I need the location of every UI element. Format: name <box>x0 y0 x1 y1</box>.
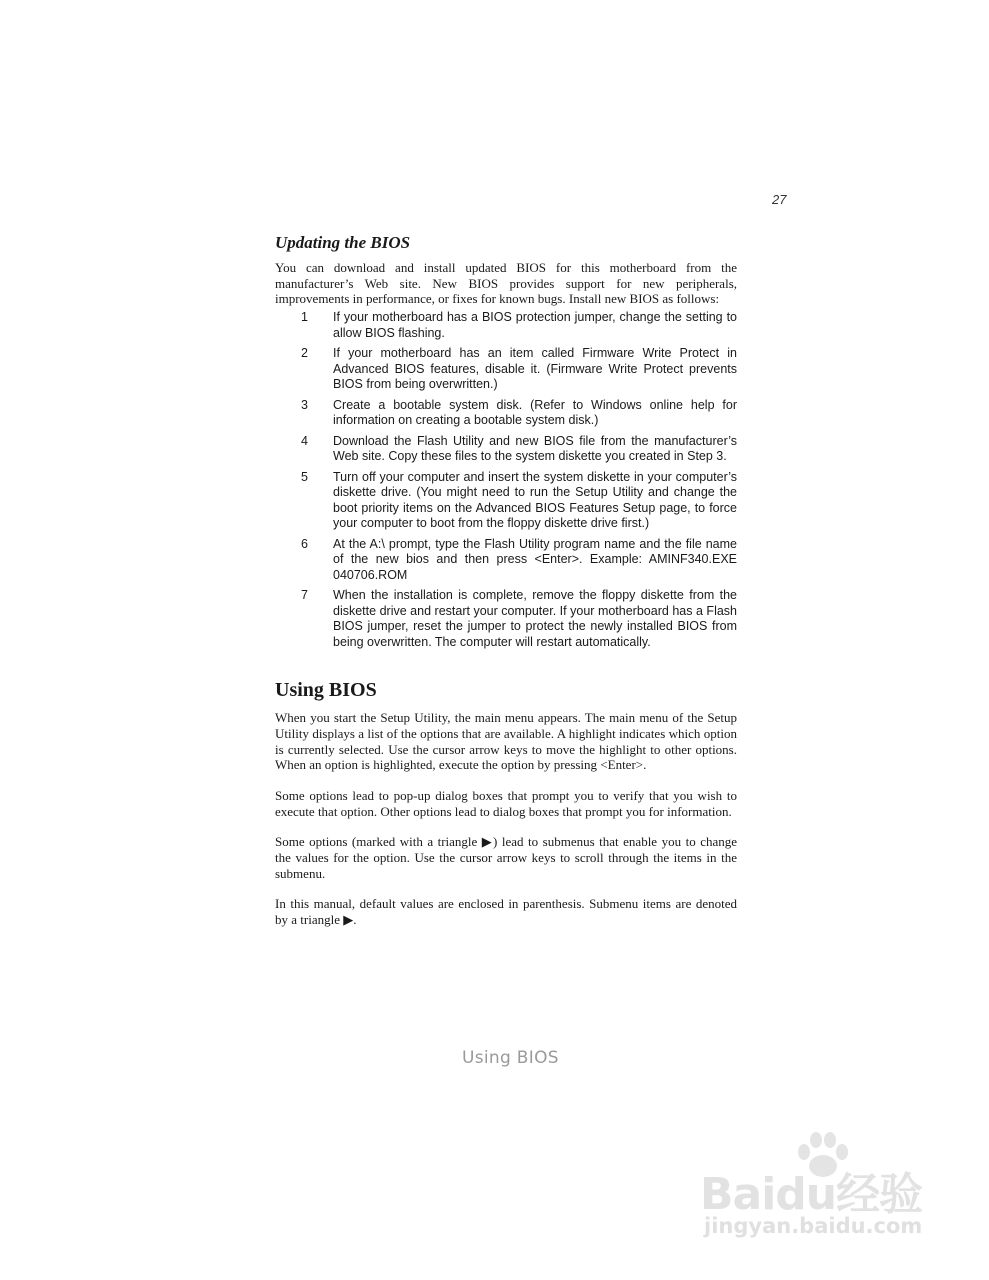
page-footer: Using BIOS <box>462 1048 559 1068</box>
list-item <box>275 310 737 341</box>
step-text: Turn off your computer and insert the system diskette in your computer’s diskette drive. (You might need to run the Setup Utility and change the boot priority items on the Advanced BIOS Features Setup page, to force your computer to boot from the floppy diskette drive first.) <box>333 469 737 531</box>
step-number: 6 <box>301 536 308 551</box>
using-bios-paragraph: In this manual, default values are enclosed in parenthesis. Submenu items are denoted by a triangle ▶. <box>275 896 737 928</box>
using-bios-paragraph: Some options (marked with a triangle ▶) lead to submenus that enable you to change the values for the option. Use the cursor arrow keys to scroll through the items in the submenu. <box>275 834 737 881</box>
watermark-url: jingyan.baidu.com <box>704 1214 923 1238</box>
using-bios-heading: Using BIOS <box>275 679 377 702</box>
list-item <box>275 537 737 584</box>
step-text: At the A:\ prompt, type the Flash Utility program name and the file name of the new bios and then press <Enter>. Example: AMINF340.EXE 040706.ROM <box>333 536 737 582</box>
page-number: 27 <box>772 192 787 207</box>
list-item <box>275 588 737 650</box>
step-number: 7 <box>301 588 308 603</box>
list-item <box>275 470 737 532</box>
watermark <box>700 1130 940 1250</box>
step-number: 2 <box>301 346 308 361</box>
list-item <box>275 434 737 465</box>
watermark-logo-text: Baidu经验 <box>700 1169 923 1220</box>
step-text: If your motherboard has a BIOS protection jumper, change the setting to allow BIOS flashing. <box>333 310 737 340</box>
step-text: When the installation is complete, remove the floppy diskette from the diskette drive and restart your computer. If your motherboard has a Flash BIOS jumper, reset the jumper to protect the newly installed BIOS from being overwritten. The computer will restart automatically. <box>333 588 737 649</box>
update-steps-list <box>275 310 737 650</box>
using-bios-paragraph: When you start the Setup Utility, the main menu appears. The main menu of the Setup Utility displays a list of the options that are available. A highlight indicates which option is currently selected. Use the cursor arrow keys to move the highlight to other options. When an option is highlighted, execute the option by pressing <Enter>. <box>275 710 737 773</box>
updating-bios-intro: You can download and install updated BIOS for this motherboard from the manufacturer’s Web site. New BIOS provides support for new peripherals, improvements in performance, or fixes for known bugs. Install new BIOS as follows: <box>275 260 737 307</box>
step-number: 3 <box>301 397 308 412</box>
step-text: If your motherboard has an item called Firmware Write Protect in Advanced BIOS features, disable it. (Firmware Write Protect prevents BIOS from being overwritten.) <box>333 346 737 392</box>
updating-bios-heading: Updating the BIOS <box>275 233 411 252</box>
step-number: 4 <box>301 433 308 448</box>
list-item <box>275 398 737 429</box>
step-number: 5 <box>301 469 308 484</box>
step-text: Download the Flash Utility and new BIOS file from the manufacturer’s Web site. Copy these files to the system diskette you created in Step 3. <box>333 433 737 464</box>
using-bios-paragraph: Some options lead to pop-up dialog boxes that prompt you to verify that you wish to execute that option. Other options lead to dialog boxes that prompt you for information. <box>275 787 737 819</box>
step-number: 1 <box>301 310 308 325</box>
step-text: Create a bootable system disk. (Refer to Windows online help for information on creating a bootable system disk.) <box>333 397 737 428</box>
page-content <box>275 232 737 928</box>
list-item <box>275 346 737 393</box>
